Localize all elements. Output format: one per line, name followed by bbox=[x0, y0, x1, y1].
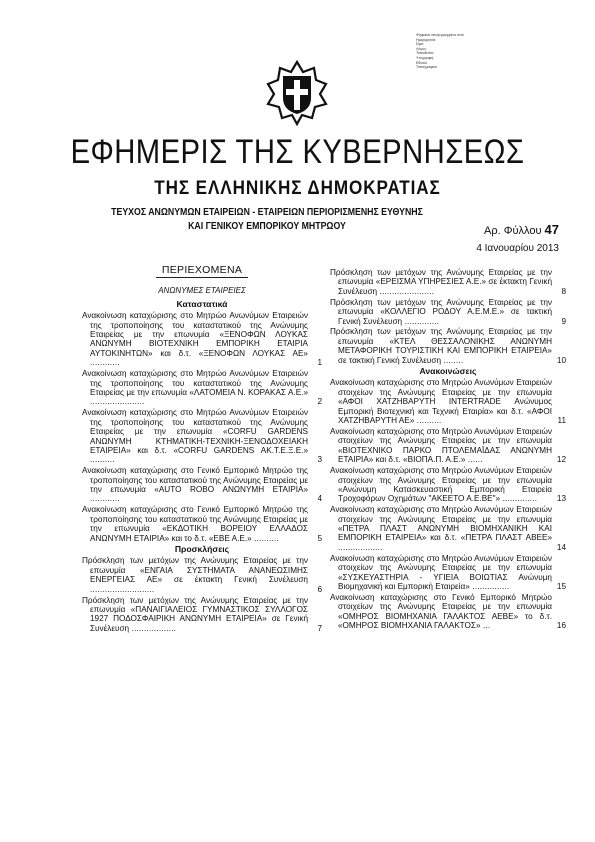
entry-page-number: 6 bbox=[317, 584, 322, 594]
entry-text: Πρόσκληση των μετόχων της Ανώνυμης Εταιρείας με την επωνυμία «ΕΡΕΙΣΜΑ ΥΠΗΡΕΣΙΕΣ Α.Ε.» σε έκτακτη Γενική Συνέλευση bbox=[330, 268, 552, 296]
contents-title-underline bbox=[156, 277, 248, 278]
entry-text: Πρόσκληση των μετόχων της Ανώνυμης Εταιρείας με την επωνυμία «ΠΑΝΑΙΓΙΑΛΕΙΟΣ ΓΥΜΝΑΣΤΙΚΟΣ ΣΥΛΛΟΓΟΣ 1927 ΠΟΔΟΣΦΑΙΡΙΚΗ ΑΝΩΝΥΜΗ ΕΤΑΙΡΕΙΑ» σε Γενική Συνέλευση bbox=[82, 595, 308, 633]
entry-text: Πρόσκληση των μετόχων της Ανώνυμης Εταιρείας με την επωνυμία «ΚΟΛΛΕΓΙΟ ΡΟΔΟΥ Α.Ε.Μ.Ε.» σε τακτική Γενική Συνέλευση bbox=[330, 297, 552, 326]
announcements-heading: Ανακοινώσεις bbox=[419, 366, 477, 377]
contents-entry[interactable]: Πρόσκληση των μετόχων της Ανώνυμης Εταιρείας με την επωνυμία «ΚΤΕΛ ΘΕΣΣΑΛΟΝΙΚΗΣ ΑΝΩΝΥΜΗ ΜΕΤΑΦΟΡΙΚΗ ΤΟΥΡΙΣΤΙΚΗ ΚΑΙ ΕΜΠΟΡΙΚΗ ΕΤΑΙΡΕΙΑ» σε τακτική Γενική Συνέλευση ........ 10 bbox=[330, 327, 566, 365]
contents-entry[interactable]: Πρόσκληση των μετόχων της Ανώνυμης Εταιρείας με την επωνυμία «ΚΟΛΛΕΓΙΟ ΡΟΔΟΥ Α.Ε.Μ.Ε.» σε τακτική Γενική Συνέλευση .............. 9 bbox=[330, 297, 566, 326]
contents-entry[interactable]: Ανακοίνωση καταχώρισης στο Μητρώο Ανωνύμων Εταιρειών στοιχείων της Ανώνυμης Εταιρείας με την επωνυμία «Ανώνυμη Κατασκευαστική Εμπορική Εταιρεία Τροχοφόρων Οχημάτων "ΑΚΕΕΤΟ Α.Ε.ΒΕ"» .............. 13 bbox=[330, 466, 566, 504]
entry-text: Ανακοίνωση καταχώρισης στο Μητρώο Ανωνύμων Εταιρειών της τροποποίησης του καταστατικού της Ανώνυμης Εταιρείας με την επωνυμία «ΞΕΝΟΦΩΝ ΛΟΥΚΑΣ ΑΝΩΝΥΜΗ ΒΙΟΤΕΧΝΙΚΗ ΕΜΠΟΡΙΚΗ ΕΤΑΙΡΙΑ ΑΥΤΟΚΙΝΗΤΩΝ» και δ.τ. «ΞΕΝΟΦΩΝ ΛΟΥΚΑΣ ΑΕ» bbox=[82, 311, 308, 358]
entry-text: Ανακοίνωση καταχώρισης στο Μητρώο Ανωνύμων Εταιρειών στοιχείων της Ανώνυμης Εταιρείας με την επωνυμία «Ανώνυμη Κατασκευαστική Εμπορική Εταιρεία Τροχοφόρων Οχημάτων "ΑΚΕΕΤΟ Α.Ε.ΒΕ"» bbox=[330, 466, 552, 504]
contents-right-column bbox=[330, 268, 566, 632]
contents-entry[interactable]: Ανακοίνωση καταχώρισης στο Μητρώο Ανωνύμων Εταιρειών της τροποποίησης του καταστατικού της Ανώνυμης Εταιρείας με την επωνυμία «ΛΑΤΟΜΕΙΑ Ν. ΚΟΡΑΚΑΣ Α.Ε.» ...................... 2 bbox=[82, 369, 322, 407]
stamp-line: Εθνικό bbox=[416, 60, 427, 65]
entry-page-number: 1 bbox=[317, 358, 322, 368]
contents-left-column bbox=[82, 266, 322, 635]
stamp-line: Τοποθεσία: bbox=[416, 51, 434, 56]
entry-page-number: 11 bbox=[557, 416, 566, 426]
entry-page-number: 8 bbox=[561, 286, 566, 296]
stamp-line: Ημερομηνία: bbox=[416, 37, 437, 42]
sheet-number-label: Αρ. Φύλλου bbox=[484, 225, 542, 237]
contents-entry[interactable]: Ανακοίνωση καταχώρισης στο Μητρώο Ανωνύμων Εταιρειών της τροποποίησης του καταστατικού της Ανώνυμης Εταιρείας με την επωνυμία «ΞΕΝΟΦΩΝ ΛΟΥΚΑΣ ΑΝΩΝΥΜΗ ΒΙΟΤΕΧΝΙΚΗ ΕΜΠΟΡΙΚΗ ΕΤΑΙΡΙΑ ΑΥΤΟΚΙΝΗΤΩΝ» και δ.τ. «ΞΕΝΟΦΩΝ ΛΟΥΚΑΣ ΑΕ» ............ 1 bbox=[82, 311, 322, 368]
entry-text: Ανακοίνωση καταχώρισης στο Γενικό Εμπορικό Μητρώο της τροποποίησης του καταστατικού της Ανώνυμης Εταιρείας με την επωνυμία «AUTO ROBO ΑΝΩΝΥΜΗ ΕΤΑΙΡΙΑ» bbox=[82, 466, 308, 495]
entry-text: Ανακοίνωση καταχώρισης στο Μητρώο Ανωνύμων Εταιρειών στοιχείων της Ανώνυμης Εταιρείας με την επωνυμία «ΣΥΣΚΕΥΑΣΤΗΡΙΑ - ΥΓΙΕΙΑ ΒΟΙΩΤΙΑΣ Ανώνυμη Βιομηχανική και Εμπορική Εταιρεία» bbox=[330, 553, 552, 591]
issue-series-line-1: ΤΕΥΧΟΣ ΑΝΩΝΥΜΩΝ ΕΤΑΙΡΕΙΩΝ - ΕΤΑΙΡΕΙΩΝ ΠΕΡΙΟΡΙΣΜΕΝΗΣ ΕΥΘΥΝΗΣ bbox=[111, 207, 423, 218]
entry-page-number: 12 bbox=[556, 455, 566, 465]
contents-entry[interactable]: Πρόσκληση των μετόχων της Ανώνυμης Εταιρείας με την επωνυμία «ΕΡΕΙΣΜΑ ΥΠΗΡΕΣΙΕΣ Α.Ε.» σε έκτακτη Γενική Συνέλευση ...................... 8 bbox=[330, 268, 566, 296]
sheet-number-value: 47 bbox=[544, 222, 559, 237]
stamp-line: Τυπογραφείο bbox=[416, 65, 437, 70]
contents-entry[interactable]: Ανακοίνωση καταχώρισης στο Μητρώο Ανωνύμων Εταιρειών στοιχείων της Ανώνυμης Εταιρείας με την επωνυμία «ΣΥΣΚΕΥΑΣΤΗΡΙΑ - ΥΓΙΕΙΑ ΒΟΙΩΤΙΑΣ Ανώνυμη Βιομηχανική και Εμπορική Εταιρεία» ............... 15 bbox=[330, 553, 566, 591]
entry-page-number: 14 bbox=[556, 542, 566, 552]
stamp-line: Ώρα: bbox=[416, 42, 424, 47]
stamp-line: Λόγος: bbox=[416, 46, 427, 51]
sheet-number bbox=[484, 222, 559, 237]
entry-text: Ανακοίνωση καταχώρισης στο Μητρώο Ανωνύμων Εταιρειών στοιχείων της Ανώνυμης Εταιρείας με την επωνυμία «ΑΦΟΙ ΧΑΤΖΗΒΑΡΥΤΗ INTERTRADE Ανώνυμος Εμπορική Βιοτεχνική και Τεχνική Εταιρία» και δ.τ. «ΑΦΟΙ ΧΑΤΖΗΒΑΡΥΤΗ ΑΕ» bbox=[330, 378, 552, 426]
stamp-line: Ψηφιακά υπογεγραμμένο από bbox=[416, 33, 464, 37]
entry-page-number: 13 bbox=[556, 494, 566, 504]
contents-entry[interactable]: Ανακοίνωση καταχώρισης στο Γενικό Εμπορικό Μητρώο της τροποποίησης του καταστατικού της Ανώνυμης Εταιρείας με την επωνυμία «ΕΚΔΟΤΙΚΗ ΒΟΡΕΙΟΥ ΕΛΛΑΔΟΣ ΑΝΩΝΥΜΗ ΕΤΑΙΡΙΑ» και το δ.τ. «ΕΒΕ Α.Ε.» .......... 5 bbox=[82, 505, 322, 543]
entry-page-number: 4 bbox=[317, 494, 322, 504]
contents-entry[interactable]: Ανακοίνωση καταχώρισης στο Μητρώο Ανωνύμων Εταιρειών στοιχείων της Ανώνυμης Εταιρείας με την επωνυμία «ΒΙΟΤΕΧΝΙΚΟ ΠΑΡΚΟ ΠΤΟΛΕΜΑΪΔΑΣ ΑΝΩΝΥΜΗ ΕΤΑΙΡΙΑ» και δ.τ. «ΒΙΟΠΑ.Π. Α.Ε.» ...... 12 bbox=[330, 427, 566, 465]
contents-entry[interactable]: Ανακοίνωση καταχώρισης στο Γενικό Εμπορικό Μητρώο της τροποποίησης του καταστατικού της Ανώνυμης Εταιρείας με την επωνυμία «AUTO ROBO ΑΝΩΝΥΜΗ ΕΤΑΙΡΙΑ» ............ 4 bbox=[82, 466, 322, 504]
gazette-subtitle: ΤΗΣ ΕΛΛΗΝΙΚΗΣ ΔΗΜΟΚΡΑΤΙΑΣ bbox=[154, 178, 441, 199]
statutes-heading: Καταστατικά bbox=[176, 298, 228, 309]
entry-page-number: 7 bbox=[317, 623, 322, 633]
entry-text: Πρόσκληση των μετόχων της Ανώνυμης Εταιρείας με την επωνυμία «ΕΝΓΑΙΑ ΣΥΣΤΗΜΑΤΑ ΑΝΑΝΕΩΣΙΜΗΣ ΕΝΕΡΓΕΙΑΣ ΑΕ» σε έκτακτη Γενική Συνέλευση bbox=[82, 556, 308, 585]
entry-text: Ανακοίνωση καταχώρισης στο Μητρώο Ανωνύμων Εταιρειών της τροποποίησης του καταστατικού της Ανώνυμης Εταιρείας με την επωνυμία «CORFU GARDENS ΑΝΩΝΥΜΗ ΚΤΗΜΑΤΙΚΗ-ΤΕΧΝΙΚΗ-ΞΕΝΟΔΟΧΕΙΑΚΗ ΕΤΑΙΡΕΙΑ» και δ.τ. «CORFU GARDENS ΑΚ.Τ.Ε.Ξ.Ε.» bbox=[82, 408, 308, 455]
contents-title: ΠΕΡΙΕΧΟΜΕΝΑ bbox=[161, 264, 243, 276]
entry-text: Ανακοίνωση καταχώρισης στο Μητρώο Ανωνύμων Εταιρειών της τροποποίησης του καταστατικού της Ανώνυμης Εταιρείας με την επωνυμία «ΛΑΤΟΜΕΙΑ Ν. ΚΟΡΑΚΑΣ Α.Ε.» bbox=[82, 369, 308, 397]
entry-text: Ανακοίνωση καταχώρισης στο Γενικό Εμπορικό Μητρώο της τροποποίησης του καταστατικού της Ανώνυμης Εταιρείας με την επωνυμία «ΕΚΔΟΤΙΚΗ ΒΟΡΕΙΟΥ ΕΛΛΑΔΟΣ ΑΝΩΝΥΜΗ ΕΤΑΙΡΙΑ» και το δ.τ. «ΕΒΕ Α.Ε.» bbox=[82, 505, 308, 543]
entry-page-number: 15 bbox=[556, 582, 566, 591]
entry-text: Ανακοίνωση καταχώρισης στο Μητρώο Ανωνύμων Εταιρειών στοιχείων της Ανώνυμης Εταιρείας με την επωνυμία «ΠΕΤΡΑ ΠΛΑΣΤ ΑΝΩΝΥΜΗ ΒΙΟΜΗΧΑΝΙΚΗ ΚΑΙ ΕΜΠΟΡΙΚΗ ΕΤΑΙΡΕΙΑ» και δ.τ. «ΠΕΤΡΑ ΠΛΑΣΤ ΑΒΕΕ» bbox=[330, 505, 552, 543]
entry-page-number: 10 bbox=[556, 355, 566, 365]
contents-entry[interactable]: Πρόσκληση των μετόχων της Ανώνυμης Εταιρείας με την επωνυμία «ΕΝΓΑΙΑ ΣΥΣΤΗΜΑΤΑ ΑΝΑΝΕΩΣΙΜΗΣ ΕΝΕΡΓΕΙΑΣ ΑΕ» σε έκτακτη Γενική Συνέλευση .......................... 6 bbox=[82, 556, 322, 594]
digital-signature-stamp bbox=[416, 33, 478, 70]
entry-text: Πρόσκληση των μετόχων της Ανώνυμης Εταιρείας με την επωνυμία «ΚΤΕΛ ΘΕΣΣΑΛΟΝΙΚΗΣ ΑΝΩΝΥΜΗ ΜΕΤΑΦΟΡΙΚΗ ΤΟΥΡΙΣΤΙΚΗ ΚΑΙ ΕΜΠΟΡΙΚΗ ΕΤΑΙΡΕΙΑ» σε τακτική Γενική Συνέλευση bbox=[330, 327, 552, 365]
section-label: ΑΝΩΝΥΜΕΣ ΕΤΑΙΡΕΙΕΣ bbox=[158, 286, 246, 296]
entry-text: Ανακοίνωση καταχώρισης στο Γενικό Εμπορικό Μητρώο στοιχείων της Ανώνυμης Εταιρείας με την επωνυμία «ΟΜΗΡΟΣ ΒΙΟΜΗΧΑΝΙΑ ΓΑΛΑΚΤΟΣ ΑΕΒΕ» το δ.τ. «ΟΜΗΡΟΣ ΒΙΟΜΗΧΑΝΙΑ ΓΑΛΑΚΤΟΣ» bbox=[330, 592, 552, 631]
contents-entry[interactable]: Ανακοίνωση καταχώρισης στο Μητρώο Ανωνύμων Εταιρειών στοιχείων της Ανώνυμης Εταιρείας με την επωνυμία «ΠΕΤΡΑ ΠΛΑΣΤ ΑΝΩΝΥΜΗ ΒΙΟΜΗΧΑΝΙΚΗ ΚΑΙ ΕΜΠΟΡΙΚΗ ΕΤΑΙΡΕΙΑ» και δ.τ. «ΠΕΤΡΑ ΠΛΑΣΤ ΑΒΕΕ» .................. 14 bbox=[330, 505, 566, 552]
entry-page-number: 2 bbox=[317, 397, 322, 407]
entry-page-number: 5 bbox=[317, 533, 322, 543]
contents-entry[interactable]: Ανακοίνωση καταχώρισης στο Μητρώο Ανωνύμων Εταιρειών στοιχείων της Ανώνυμης Εταιρείας με την επωνυμία «ΑΦΟΙ ΧΑΤΖΗΒΑΡΥΤΗ INTERTRADE Ανώνυμος Εμπορική Βιοτεχνική και Τεχνική Εταιρία» και δ.τ. «ΑΦΟΙ ΧΑΤΖΗΒΑΡΥΤΗ ΑΕ» .......... 11 bbox=[330, 378, 566, 426]
contents-entry[interactable]: Πρόσκληση των μετόχων της Ανώνυμης Εταιρείας με την επωνυμία «ΠΑΝΑΙΓΙΑΛΕΙΟΣ ΓΥΜΝΑΣΤΙΚΟΣ ΣΥΛΛΟΓΟΣ 1927 ΠΟΔΟΣΦΑΙΡΙΚΗ ΑΝΩΝΥΜΗ ΕΤΑΙΡΕΙΑ» σε Γενική Συνέλευση .................. 7 bbox=[82, 595, 322, 633]
entry-text: Ανακοίνωση καταχώρισης στο Μητρώο Ανωνύμων Εταιρειών στοιχείων της Ανώνυμης Εταιρείας με την επωνυμία «ΒΙΟΤΕΧΝΙΚΟ ΠΑΡΚΟ ΠΤΟΛΕΜΑΪΔΑΣ ΑΝΩΝΥΜΗ ΕΤΑΙΡΙΑ» και δ.τ. «ΒΙΟΠΑ.Π. Α.Ε.» bbox=[330, 427, 552, 465]
contents-entry[interactable]: Ανακοίνωση καταχώρισης στο Μητρώο Ανωνύμων Εταιρειών της τροποποίησης του καταστατικού της Ανώνυμης Εταιρείας με την επωνυμία «CORFU GARDENS ΑΝΩΝΥΜΗ ΚΤΗΜΑΤΙΚΗ-ΤΕΧΝΙΚΗ-ΞΕΝΟΔΟΧΕΙΑΚΗ ΕΤΑΙΡΕΙΑ» και δ.τ. «CORFU GARDENS ΑΚ.Τ.Ε.Ξ.Ε.» .......... 3 bbox=[82, 408, 322, 465]
issue-date: 4 Ιανουαρίου 2013 bbox=[476, 243, 559, 254]
issue-series-line-2: ΚΑΙ ΓΕΝΙΚΟΥ ΕΜΠΟΡΙΚΟΥ ΜΗΤΡΩΟΥ bbox=[188, 221, 346, 232]
greek-coat-of-arms-icon bbox=[266, 60, 328, 126]
contents-entry[interactable]: Ανακοίνωση καταχώρισης στο Γενικό Εμπορικό Μητρώο στοιχείων της Ανώνυμης Εταιρείας με την επωνυμία «ΟΜΗΡΟΣ ΒΙΟΜΗΧΑΝΙΑ ΓΑΛΑΚΤΟΣ ΑΕΒΕ» το δ.τ. «ΟΜΗΡΟΣ ΒΙΟΜΗΧΑΝΙΑ ΓΑΛΑΚΤΟΣ» ... 16 bbox=[330, 592, 566, 631]
gazette-title: ΕΦΗΜΕΡΙΣ ΤΗΣ ΚΥΒΕΡΝΗΣΕΩΣ bbox=[70, 133, 525, 171]
stamp-line: Υπογραφή: bbox=[416, 55, 435, 60]
invitations-heading: Προσκλήσεις bbox=[174, 543, 230, 554]
entry-page-number: 9 bbox=[561, 316, 566, 326]
entry-page-number: 3 bbox=[317, 455, 322, 465]
entry-page-number: 16 bbox=[556, 621, 566, 631]
